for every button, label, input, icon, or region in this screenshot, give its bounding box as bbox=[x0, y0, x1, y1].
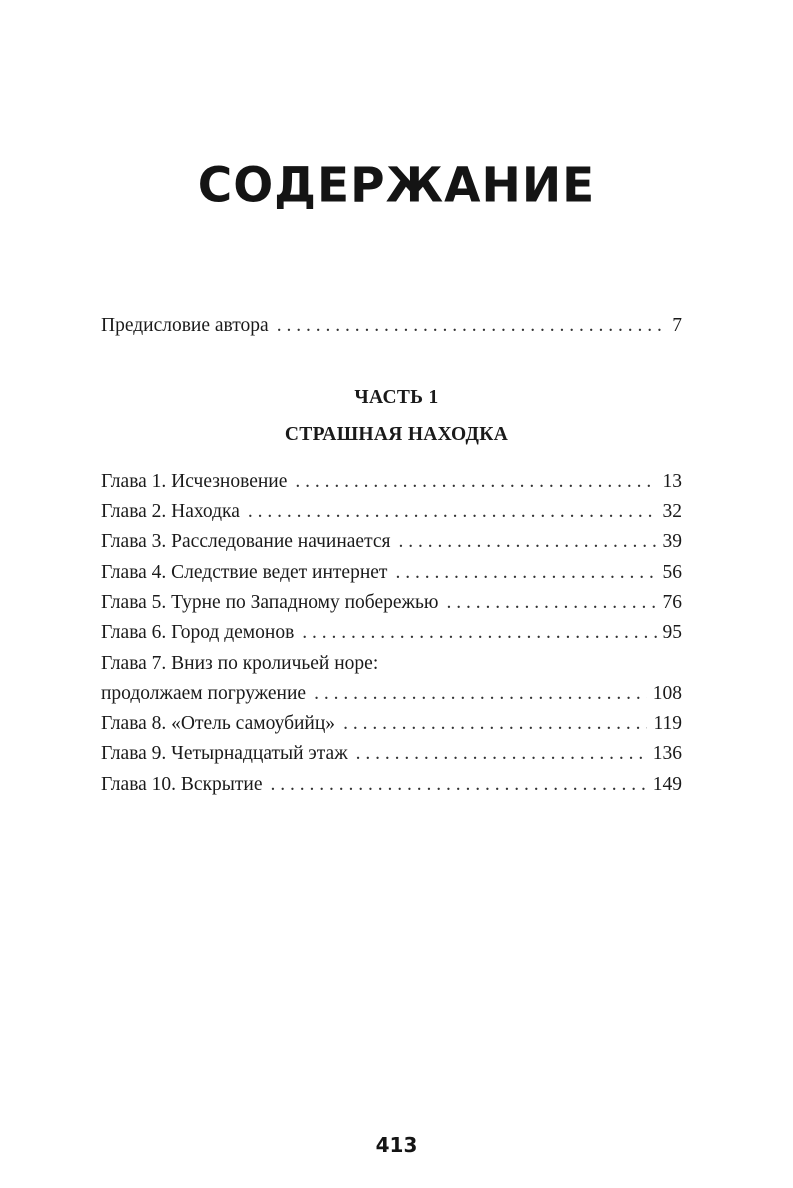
toc-entry-label: Глава 1. Исчезновение bbox=[101, 471, 288, 492]
toc-entry-chapter-3 bbox=[101, 530, 682, 554]
toc-entry-page: 39 bbox=[662, 531, 682, 552]
toc-entry-chapter-1 bbox=[101, 470, 682, 494]
toc-entry-page: 32 bbox=[662, 501, 682, 522]
toc-entry-chapter-10 bbox=[101, 773, 682, 797]
toc-entry-label: Глава 9. Четырнадцатый этаж bbox=[101, 743, 348, 764]
toc-entry-label: Глава 6. Город демонов bbox=[101, 622, 295, 643]
toc-entry-label: Предисловие автора bbox=[101, 315, 269, 336]
dot-leader bbox=[395, 561, 656, 585]
toc-entry-page: 119 bbox=[653, 713, 682, 734]
dot-leader bbox=[343, 712, 647, 736]
toc-entry-chapter-2 bbox=[101, 500, 682, 524]
toc-entry-label: продолжаем погружение bbox=[101, 683, 307, 704]
dot-leader bbox=[277, 314, 667, 338]
toc-entry-page: 76 bbox=[662, 592, 682, 613]
toc-entry-page: 56 bbox=[662, 562, 682, 583]
dot-leader bbox=[314, 682, 647, 706]
part-title: СТРАШНАЯ НАХОДКА bbox=[284, 424, 509, 445]
toc-entry-page: 7 bbox=[672, 315, 682, 336]
toc-entry-page: 13 bbox=[662, 471, 682, 492]
toc-entry-label: Глава 10. Вскрытие bbox=[101, 774, 263, 795]
toc-entry-page: 95 bbox=[662, 622, 682, 643]
dot-leader bbox=[446, 591, 656, 615]
toc-entry-page: 108 bbox=[652, 683, 682, 704]
toc-entry-label: Глава 8. «Отель самоубийц» bbox=[101, 713, 336, 734]
toc-entry-label: Глава 3. Расследование начинается bbox=[101, 531, 391, 552]
dot-leader bbox=[248, 500, 657, 524]
dot-leader bbox=[295, 470, 656, 494]
toc-entry-chapter-6 bbox=[101, 621, 682, 645]
toc-entry-foreword bbox=[101, 314, 682, 338]
page-number: 413 bbox=[375, 1133, 418, 1157]
dot-leader bbox=[302, 621, 656, 645]
dot-leader bbox=[356, 742, 647, 766]
dot-leader bbox=[271, 773, 647, 797]
toc-entry-chapter-4 bbox=[101, 561, 682, 585]
dot-leader bbox=[398, 530, 656, 554]
toc-entry-chapter-8 bbox=[101, 712, 682, 736]
toc-entry-chapter-7-line-1: Глава 7. Вниз по кроличьей норе: bbox=[101, 653, 379, 674]
toc-entry-page: 149 bbox=[652, 774, 682, 795]
toc-entry-chapter-5 bbox=[101, 591, 682, 615]
toc-entry-chapter-9 bbox=[101, 742, 682, 766]
page-title: СОДЕРЖАНИЕ bbox=[197, 157, 596, 214]
toc-entry-chapter-7 bbox=[101, 682, 682, 706]
toc-entry-label: Глава 5. Турне по Западному побережью bbox=[101, 592, 439, 613]
toc-entry-label: Глава 2. Находка bbox=[101, 501, 240, 522]
toc-entry-label: Глава 4. Следствие ведет интернет bbox=[101, 562, 388, 583]
part-number: ЧАСТЬ 1 bbox=[354, 387, 439, 408]
toc-entry-page: 136 bbox=[652, 743, 682, 764]
